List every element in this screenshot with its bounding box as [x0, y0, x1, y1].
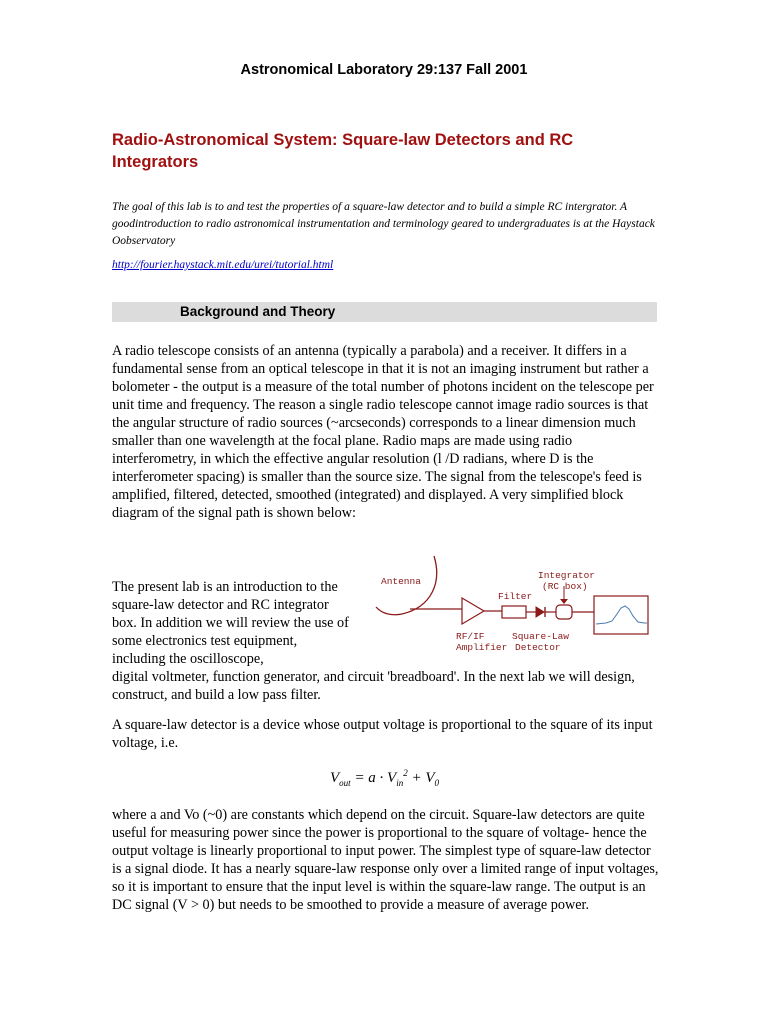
label-detector: Detector: [515, 642, 561, 653]
integrator-arrow: [560, 599, 568, 604]
section-heading-bar: [112, 302, 657, 322]
section-heading: Background and Theory: [180, 304, 336, 319]
square-law-equation: $V_{out} = a \cdot V_{in}^2 + V_0$: [330, 768, 440, 788]
label-antenna: Antenna: [381, 576, 421, 587]
paragraph-square-law-definition: A square-law detector is a device whose output voltage is proportional to the square of its input voltage, i.e.: [112, 717, 653, 751]
filter-box: [502, 606, 526, 618]
amplifier-symbol: [462, 598, 484, 624]
display-trace: [596, 606, 647, 624]
label-amplifier: Amplifier: [456, 642, 508, 653]
display-box: [594, 596, 648, 634]
integrator-box: [556, 605, 572, 619]
paragraph-radio-telescope: A radio telescope consists of an antenna (typically a parabola) and a receiver. It differs in a fundamental sense from an optical telescope in that it is not an imaging instrument but rather a bolometer - the output is a measure of the total number of photons incident on the telescope per unit time and frequency. The reason a single radio telescope cannot image radio sources is that the angular structure of radio sources (~arcseconds) corresponds to a linear dimension much smaller than one wavelength at the focal plane. Radio maps are made using radio interferometry, in which the effective angular resolution (l /D radians, where D is the interferometer spacing) is smaller than the source size. The signal from the telescope's feed is amplified, filtered, detected, smoothed (integrated) and displayed. A very simplified block diagram of the signal path is shown below:: [112, 343, 654, 521]
diode-symbol: [536, 607, 544, 617]
signal-path-diagram: [372, 552, 657, 662]
label-square-law: Square-Law: [512, 631, 570, 642]
label-integrator-rc: (RC box): [542, 581, 588, 592]
course-header: Astronomical Laboratory 29:137 Fall 2001: [240, 62, 528, 78]
intro-paragraph: The goal of this lab is to and test the properties of a square-law detector and to build a simple RC intergrator. A goodintroduction to radio astronomical instrumentation and terminology geared to undergraduates is at the Haystack Oobservatory: [112, 201, 655, 247]
paragraph-square-law-detectors: where a and Vo (~0) are constants which depend on the circuit. Square-law detectors are quite useful for measuring power since the power is proportional to the square of voltage- hence the output voltage is linearly proportional to input power. The simplest type of square-law detector is a signal diode. It has a nearly square-law response only over a limited range of input voltages, so it is important to ensure that the input level is within the square-law range. The output is an DC signal (V > 0) but needs to be smoothed to provide a measure of average power.: [112, 807, 659, 913]
paragraph-present-lab-continued: digital voltmeter, function generator, and circuit 'breadboard'. In the next lab we will design, construct, and build a low pass filter.: [112, 669, 635, 703]
page-title: Radio-Astronomical System: Square-law Detectors and RC Integrators: [112, 131, 574, 171]
haystack-tutorial-link[interactable]: http://fourier.haystack.mit.edu/urei/tutorial.html: [112, 259, 334, 271]
paragraph-present-lab: The present lab is an introduction to the square-law detector and RC integrator box. In addition we will review the use of some electronics test equipment, including the oscilloscope,: [112, 579, 349, 667]
label-rf-if: RF/IF: [456, 631, 485, 642]
label-filter: Filter: [498, 591, 533, 602]
label-integrator: Integrator: [538, 570, 596, 581]
